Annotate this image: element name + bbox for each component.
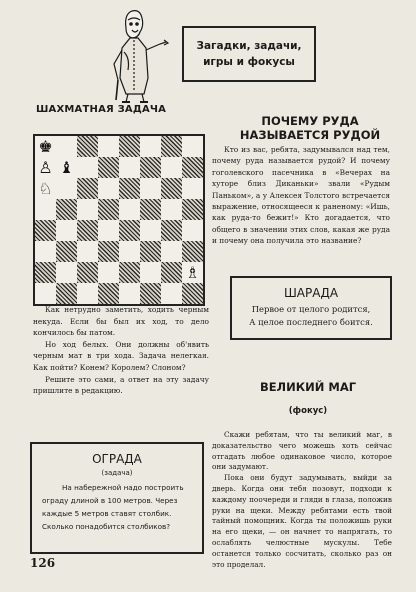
square-a2 [35,262,56,283]
chess-puzzle-title: ШАХМАТНАЯ ЗАДАЧА [36,104,167,115]
mag-title: ВЕЛИКИЙ МАГ [259,380,357,394]
square-d1 [98,283,119,304]
square-d2 [98,262,119,283]
sharada-title: ШАРАДА [283,286,339,300]
square-c4 [77,220,98,241]
square-d4 [98,220,119,241]
mag-paragraph: Скажи ребятам, что ты великий маг, в доказательство чего можешь хоть сейчас отгадать любое одинаковое число, которое они задумают. [212,430,392,472]
square-a4 [35,220,56,241]
ograda-subtitle: (задача) [101,469,133,477]
square-f1 [140,283,161,304]
sharada-text [232,303,390,329]
mag-paragraph: Пока они будут задумывать, выйди за дверь. Когда они тебя позовут, подходи к каждому поочереди и гляди в глаза, положив руки на щеки. Между ребятами есть твой тайный помощник. Когда ты положишь руки на его щеки, — он начнет то напрягать, то ослаблять челюстные мускулы. Тебе останется только сосчитать, сколько раз он это проделал. [212,473,392,569]
square-a5 [35,199,56,220]
chess-paragraph: Решите это сами, а ответ на эту задачу пришлите в редакцию. [33,374,209,396]
square-h3 [182,241,203,262]
black-king-icon: ♚ [35,136,56,157]
page-number: 126 [30,556,56,570]
square-d8 [98,136,119,157]
ograda-box [30,442,204,554]
mag-subtitle: (фокус) [288,406,328,416]
square-a6 [35,178,56,199]
square-b3 [56,241,77,262]
square-h5 [182,199,203,220]
square-f5 [140,199,161,220]
square-c3 [77,241,98,262]
square-g2 [161,262,182,283]
square-b6 [56,178,77,199]
ograda-title: ОГРАДА [92,452,142,466]
chess-paragraph: Но ход белых. Они должны об'явить черным мат в три хода. Задача нелегкая. Как пойти? Конем? Королем? Слоном? [33,339,209,372]
square-g4 [161,220,182,241]
square-f2 [140,262,161,283]
square-b5 [56,199,77,220]
section-header-box [182,26,316,82]
square-d6 [98,178,119,199]
white-knight-icon: ♘ [35,178,56,199]
square-c5 [77,199,98,220]
chess-paragraph: Как нетрудно заметить, ходить черным некуда. Если бы был их ход, то дело кончилось бы патом. [33,305,209,338]
square-a1 [35,283,56,304]
ruda-title-line-1: ПОЧЕМУ РУДА [261,114,359,128]
square-b8 [56,136,77,157]
square-e7 [119,157,140,178]
ruda-title [228,114,392,142]
ruda-text: Кто из вас, ребята, задумывался над тем, почему руда называется рудой? И почему гоголевского пасечника в «Вечерах на хуторе близ Диканьки» звали «Рудым Паньком», а у Алексея Толстого встречается выражение, относящееся к раненому: «Ишь, как руда-то бежит!» Кто догадается, что общего в значении этих слов, какая же руда и почему она получила это название? [212,145,390,246]
square-b2 [56,262,77,283]
sharada-line-2: А целое последнего боится. [249,317,373,327]
square-b4 [56,220,77,241]
square-h1 [182,283,203,304]
sharada-box [230,276,392,340]
square-b1 [56,283,77,304]
square-a3 [35,241,56,262]
square-c1 [77,283,98,304]
square-e8 [119,136,140,157]
square-e6 [119,178,140,199]
square-h2 [182,262,203,283]
square-e4 [119,220,140,241]
sharada-line-1: Первое от целого родится, [251,304,371,314]
square-g3 [161,241,182,262]
square-f3 [140,241,161,262]
square-h8 [182,136,203,157]
square-d7 [98,157,119,178]
square-g8 [161,136,182,157]
header-line-2: игры и фокусы [203,56,295,68]
chess-puzzle-text [33,304,209,397]
white-pawn-icon: ♙ [35,157,56,178]
square-c8 [77,136,98,157]
square-b7 [56,157,77,178]
square-c2 [77,262,98,283]
square-h6 [182,178,203,199]
square-f7 [140,157,161,178]
white-bishop-icon: ♗ [182,262,203,283]
square-c6 [77,178,98,199]
square-e3 [119,241,140,262]
header-line-1: Загадки, задачи, [196,40,302,52]
square-f4 [140,220,161,241]
square-e2 [119,262,140,283]
square-h4 [182,220,203,241]
square-a7 [35,157,56,178]
mag-text [212,430,392,570]
square-g1 [161,283,182,304]
chessboard [33,134,205,306]
square-e5 [119,199,140,220]
square-c7 [77,157,98,178]
square-f6 [140,178,161,199]
gentleman-illustration [104,8,170,104]
square-a8 [35,136,56,157]
square-d3 [98,241,119,262]
square-g5 [161,199,182,220]
square-e1 [119,283,140,304]
square-d5 [98,199,119,220]
ograda-body: На набережной надо построить ограду длиной в 100 метров. Через каждые 5 метров ставят столбик. Сколько понадобится столбиков? [42,483,184,531]
square-f8 [140,136,161,157]
square-h7 [182,157,203,178]
black-bishop-icon: ♝ [56,157,77,178]
square-g7 [161,157,182,178]
square-g6 [161,178,182,199]
ruda-title-line-2: НАЗЫВАЕТСЯ РУДОЙ [239,128,381,142]
